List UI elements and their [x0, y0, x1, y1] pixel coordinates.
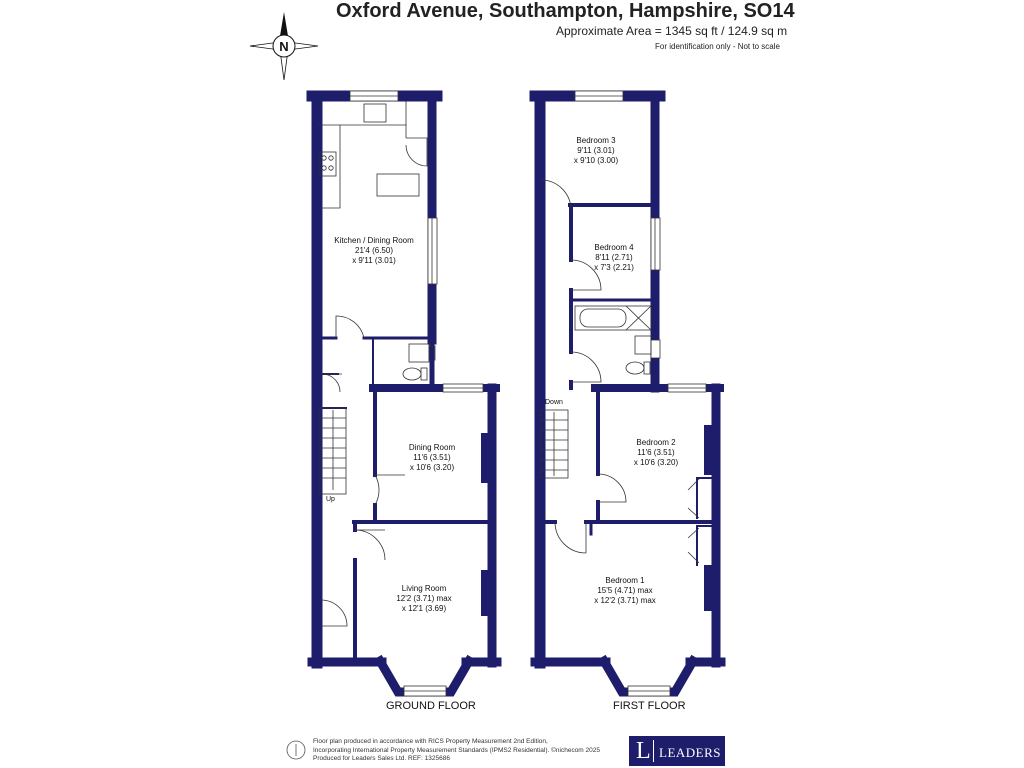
room-bedroom-2: [634, 438, 678, 468]
first-floor-label: FIRST FLOOR: [613, 700, 686, 712]
footer-copyright: ©nichecom 2025: [551, 746, 600, 754]
compass-icon: [250, 12, 318, 80]
room-dims: 11'6 (3.51): [637, 448, 675, 457]
approximate-area: Approximate Area = 1345 sq ft / 124.9 sq m: [556, 24, 788, 38]
room-name: Bedroom 1: [605, 576, 645, 585]
room-bedroom-4: [594, 243, 634, 273]
room-name: Dining Room: [408, 443, 456, 452]
room-dims-secondary: x 10'6 (3.20): [409, 463, 455, 472]
ground-floor-label: GROUND FLOOR: [386, 700, 476, 712]
room-dims-secondary: x 9'10 (3.00): [573, 156, 619, 165]
room-name: Bedroom 3: [576, 136, 616, 145]
leaders-logo: [629, 736, 725, 766]
room-kitchen-dining: [334, 236, 414, 266]
room-name: Living Room: [401, 584, 447, 593]
room-dims-secondary: x 10'6 (3.20): [633, 458, 679, 467]
footer-line-3: Produced for Leaders Sales Ltd. REF: 1325686: [313, 755, 450, 762]
room-dims-secondary: x 12'1 (3.69): [401, 604, 447, 613]
stairs-up-label: Up: [326, 496, 335, 503]
room-dims-secondary: x 9'11 (3.01): [352, 256, 396, 265]
room-dims: 21'4 (6.50): [355, 246, 393, 255]
room-bedroom-1: [594, 576, 656, 606]
nichecom-logo-icon: [287, 741, 305, 759]
page-title: Oxford Avenue, Southampton, Hampshire, SO14: [336, 0, 795, 22]
stairs-down-label: Down: [545, 399, 563, 406]
footer-line-2: Incorporating International Property Measurement Standards (IPMS2 Residential). ©nichecom 2025: [313, 746, 600, 754]
room-dims: 15'5 (4.71) max: [597, 586, 653, 595]
room-dims: 11'6 (3.51): [413, 453, 451, 462]
room-dims: 8'11 (2.71): [595, 253, 633, 262]
brand-divider: [653, 740, 654, 762]
room-bedroom-3: [574, 136, 618, 166]
room-dims: 9'11 (3.01): [577, 146, 615, 155]
room-living: [396, 584, 451, 614]
room-dims-secondary: x 12'2 (3.71) max: [594, 596, 656, 605]
room-name: Bedroom 4: [594, 243, 634, 252]
brand-name: LEADERS: [659, 745, 721, 760]
room-dining: [409, 443, 455, 473]
compass-label: N: [279, 39, 289, 54]
footer-line-1: Floor plan produced in accordance with RICS Property Measurement 2nd Edition,: [313, 738, 548, 745]
room-dims-secondary: x 7'3 (2.21): [594, 263, 634, 272]
room-name: Kitchen / Dining Room: [334, 236, 414, 245]
brand-letter: L: [636, 738, 651, 764]
room-dims: 12'2 (3.71) max: [396, 594, 452, 603]
footer-disclaimer: [313, 738, 600, 764]
scale-note: For identification only - Not to scale: [655, 42, 780, 51]
room-name: Bedroom 2: [636, 438, 676, 447]
